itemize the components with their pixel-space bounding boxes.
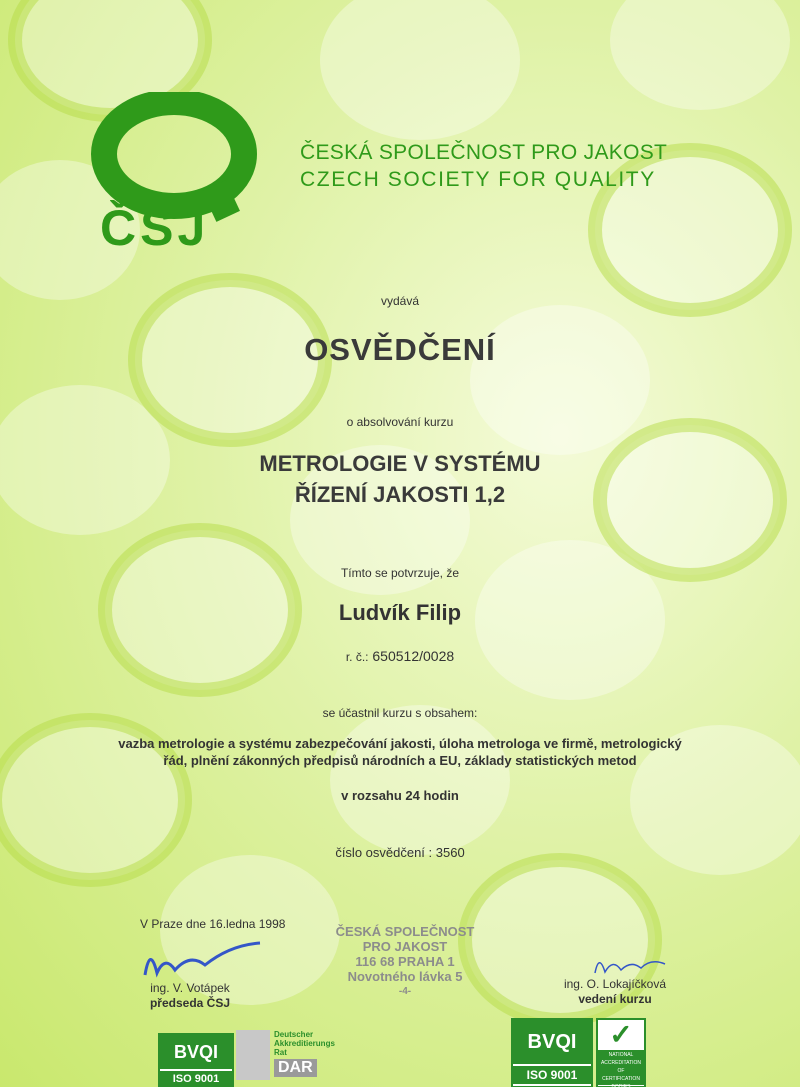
participant-id-label: r. č.:: [345, 650, 369, 664]
course-content-line1: vazba metrologie a systému zabezpečování jakosti, úloha metrologa ve firmě, metrologický: [118, 736, 682, 751]
nab-line1: NATIONAL: [608, 1052, 634, 1058]
stamp-line1: ČESKÁ SPOLEČNOST: [335, 924, 475, 939]
nab-line2: ACCREDITATION: [600, 1060, 642, 1066]
organization-stamp: [325, 924, 485, 999]
signatory-right-name: ing. O. Lokajíčková: [563, 977, 667, 991]
signature-left: [135, 935, 275, 985]
stamp-line2: PRO JAKOST: [362, 939, 448, 954]
signatory-left-name: ing. V. Votápek: [150, 981, 230, 995]
course-title-line1: METROLOGIE V SYSTÉMU: [259, 451, 541, 476]
stamp-line5: -4-: [398, 986, 412, 997]
nab-line4: BODIES: [611, 1084, 631, 1087]
iso-label-left: ISO 9001: [160, 1071, 232, 1087]
organization-name-cz: ČESKÁ SPOLEČNOST PRO JAKOST: [300, 141, 668, 164]
certificate-title: OSVĚDČENÍ: [304, 332, 496, 367]
certificate-number: [0, 845, 800, 860]
bvqi-badge-right: [511, 1018, 593, 1087]
intro-text: vydává: [380, 294, 420, 308]
confirm-text: Tímto se potvrzuje, že: [340, 566, 460, 580]
dar-line2: Akkreditierungs: [274, 1039, 335, 1048]
subtitle: o absolvování kurzu: [346, 415, 454, 429]
bvqi-badge-left: [158, 1033, 234, 1087]
stamp-line4: Novotného lávka 5: [347, 969, 463, 984]
participant-id: [0, 648, 800, 664]
participant-name: Ludvík Filip: [338, 600, 462, 625]
dar-line3: Rat: [274, 1048, 287, 1057]
dar-badge: [236, 1030, 336, 1080]
organization-name-en: CZECH SOCIETY FOR QUALITY: [300, 168, 656, 191]
nab-badge: [596, 1018, 646, 1087]
dar-line1: Deutscher: [274, 1030, 314, 1039]
signatory-right: [545, 977, 685, 1007]
logo-text: ČSJ: [100, 200, 210, 256]
course-title-line2: ŘÍZENÍ JAKOSTI 1,2: [294, 482, 506, 507]
course-content-line2: řád, plnění zákonných předpisů národních a EU, základy statistických metod: [163, 753, 637, 768]
course-duration: v rozsahu 24 hodin: [341, 788, 459, 803]
participation-text: se účastnil kurzu s obsahem:: [322, 706, 478, 720]
bvqi-logo-right: BVQI: [513, 1020, 591, 1064]
signatory-left: [125, 981, 255, 1011]
certificate-number-label: číslo osvědčení :: [335, 845, 433, 860]
dar-text: [274, 1030, 335, 1057]
participant-id-value: 650512/0028: [372, 648, 455, 664]
signatory-right-role: vedení kurzu: [578, 992, 652, 1006]
dar-logo: DAR: [274, 1059, 317, 1077]
iso-label-right: ISO 9001: [513, 1066, 591, 1084]
bvqi-logo-left: BVQI: [160, 1035, 232, 1069]
certificate-number-value: 3560: [435, 845, 465, 860]
nab-line3: OF CERTIFICATION: [602, 1068, 640, 1082]
checkmark-icon: ✓: [609, 1019, 633, 1050]
dar-emblem: [236, 1030, 270, 1080]
nab-text: [598, 1050, 644, 1085]
place-date: V Praze dne 16.ledna 1998: [140, 917, 286, 931]
stamp-line3: 116 68 PRAHA 1: [355, 954, 455, 969]
signatory-left-role: předseda ČSJ: [149, 996, 231, 1010]
